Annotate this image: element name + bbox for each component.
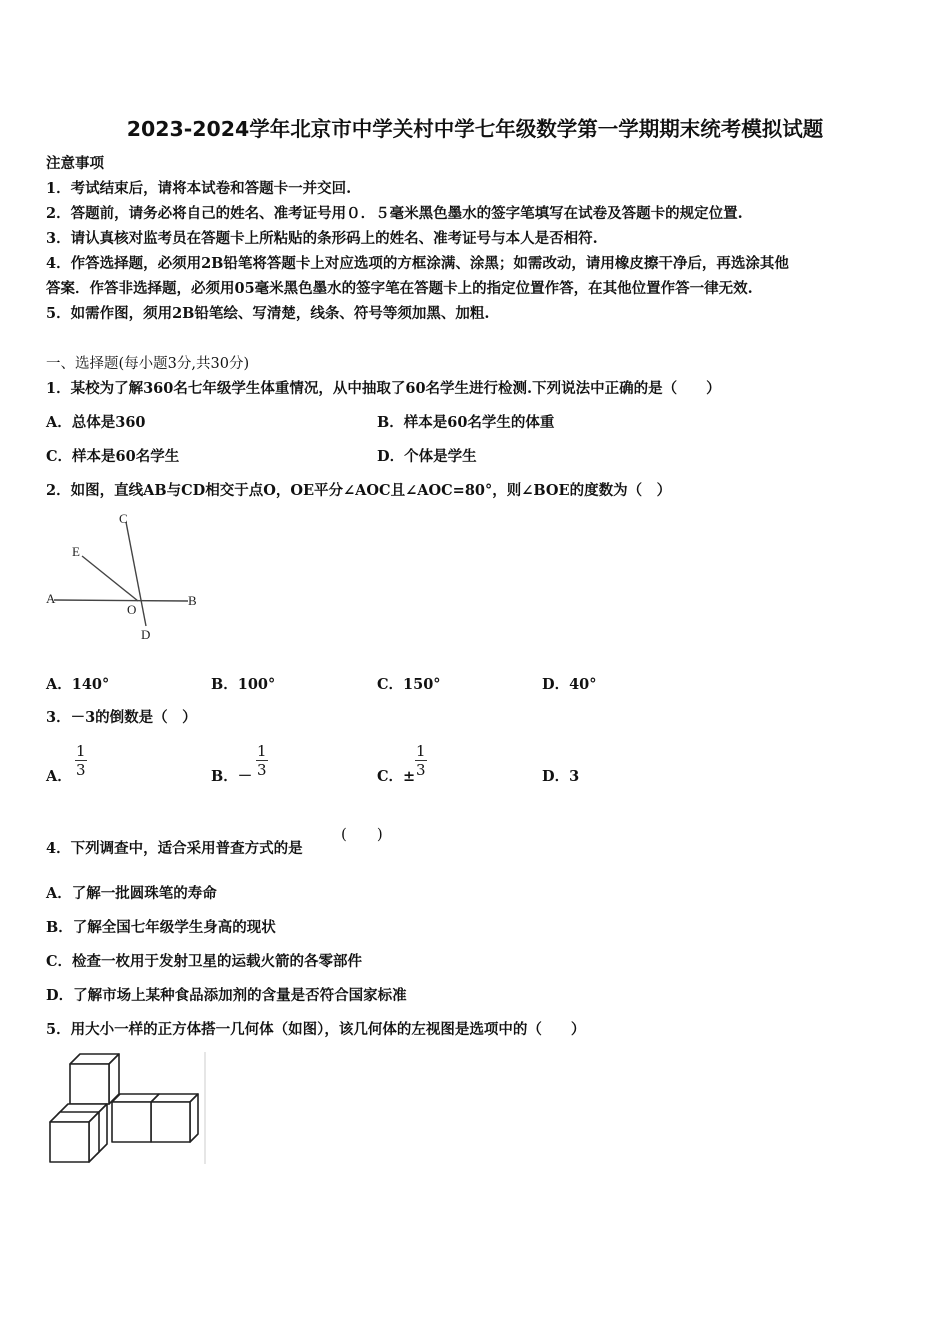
q2-stem: 2．如图，直线AB与CD相交于点O，OE平分∠AOC且∠AOC=80°，则∠BOE的度数为（ ）: [46, 482, 672, 499]
q2-line-diagram: [40, 508, 215, 648]
q3-option-b[interactable]: B．－: [211, 768, 253, 785]
fraction-numerator: 1: [76, 742, 86, 760]
point-label-a: A: [46, 591, 56, 606]
q4-option-a[interactable]: A．了解一批圆珠笔的寿命: [46, 885, 217, 902]
point-label-b: B: [188, 593, 197, 608]
notice-item: 4．作答选择题，必须用2B铅笔将答题卡上对应选项的方框涂满、涂黑；如需改动，请用橡皮擦干净后，再选涂其他: [46, 255, 789, 272]
q2-option-a[interactable]: A．140°: [46, 676, 110, 693]
fraction-denominator: 3: [416, 761, 426, 779]
notice-item: 2．答题前，请务必将自己的姓名、准考证号用０．５毫米黑色墨水的签字笔填写在试卷及答题卡的规定位置.: [46, 205, 743, 222]
notice-heading: 注意事项: [46, 155, 104, 172]
point-label-e: E: [72, 544, 80, 559]
q3-option-c-fraction: [415, 742, 427, 779]
cube-front-face: [50, 1122, 89, 1162]
q3-option-c[interactable]: C．±: [377, 768, 416, 785]
notice-item: 答案．作答非选择题，必须用05毫米黑色墨水的签字笔在答题卡上的指定位置作答，在其他位置作答一律无效.: [46, 280, 753, 297]
notice-item: 3．请认真核对监考员在答题卡上所粘贴的条形码上的姓名、准考证号与本人是否相符.: [46, 230, 598, 247]
cube-front-face: [151, 1102, 190, 1142]
q3-stem: 3．－3的倒数是（ ）: [46, 709, 197, 726]
cube-front-face: [112, 1102, 151, 1142]
q3-option-b-fraction: [256, 742, 268, 779]
cube-side-face: [89, 1112, 99, 1162]
q1-option-c[interactable]: C．样本是60名学生: [46, 448, 180, 465]
q3-option-a[interactable]: A．: [46, 768, 72, 785]
q1-option-a[interactable]: A．总体是360: [46, 414, 146, 431]
q5-cube-figure: [46, 1050, 208, 1166]
fraction-numerator: 1: [416, 742, 426, 760]
point-label-d: D: [141, 627, 151, 642]
point-label-c: C: [119, 511, 128, 526]
q4-option-c[interactable]: C．检查一枚用于发射卫星的运载火箭的各零部件: [46, 953, 363, 970]
q2-option-d[interactable]: D．40°: [542, 676, 597, 693]
q2-option-b[interactable]: B．100°: [211, 676, 276, 693]
cube-top-face: [112, 1094, 159, 1102]
q4-stem: 4．下列调查中，适合采用普查方式的是: [46, 840, 303, 857]
point-label-o: O: [127, 602, 137, 617]
q4-answer-paren: ( ): [341, 825, 383, 843]
q1-stem: 1．某校为了解360名七年级学生体重情况，从中抽取了60名学生进行检测.下列说法中正确的是（ ）: [46, 380, 721, 397]
q2-option-c[interactable]: C．150°: [377, 676, 441, 693]
notice-item: 1．考试结束后，请将本试卷和答题卡一并交回.: [46, 180, 352, 197]
q4-option-b[interactable]: B．了解全国七年级学生身高的现状: [46, 919, 276, 936]
ray-oe: [82, 556, 138, 601]
section-heading: 一、选择题(每小题3分,共30分): [46, 356, 250, 372]
q3-option-a-fraction: [75, 742, 87, 779]
q3-option-d[interactable]: D．3: [542, 768, 580, 785]
q1-option-b[interactable]: B．样本是60名学生的体重: [377, 414, 555, 431]
line-ab: [54, 600, 188, 601]
page-title: 2023-2024学年北京市中学关村中学七年级数学第一学期期末统考模拟试题: [126, 117, 824, 141]
cube-side-face: [190, 1094, 198, 1142]
notice-item: 5．如需作图，须用2B铅笔绘、写清楚，线条、符号等须加黑、加粗.: [46, 305, 490, 322]
q1-option-d[interactable]: D．个体是学生: [377, 448, 477, 465]
q4-option-d[interactable]: D．了解市场上某种食品添加剂的含量是否符合国家标准: [46, 987, 407, 1004]
q5-stem: 5．用大小一样的正方体搭一几何体（如图），该几何体的左视图是选项中的（ ）: [46, 1021, 586, 1038]
cube-front-face: [70, 1064, 109, 1104]
fraction-numerator: 1: [257, 742, 267, 760]
fraction-denominator: 3: [76, 761, 86, 779]
cube-side-face: [109, 1054, 119, 1104]
fraction-denominator: 3: [257, 761, 267, 779]
